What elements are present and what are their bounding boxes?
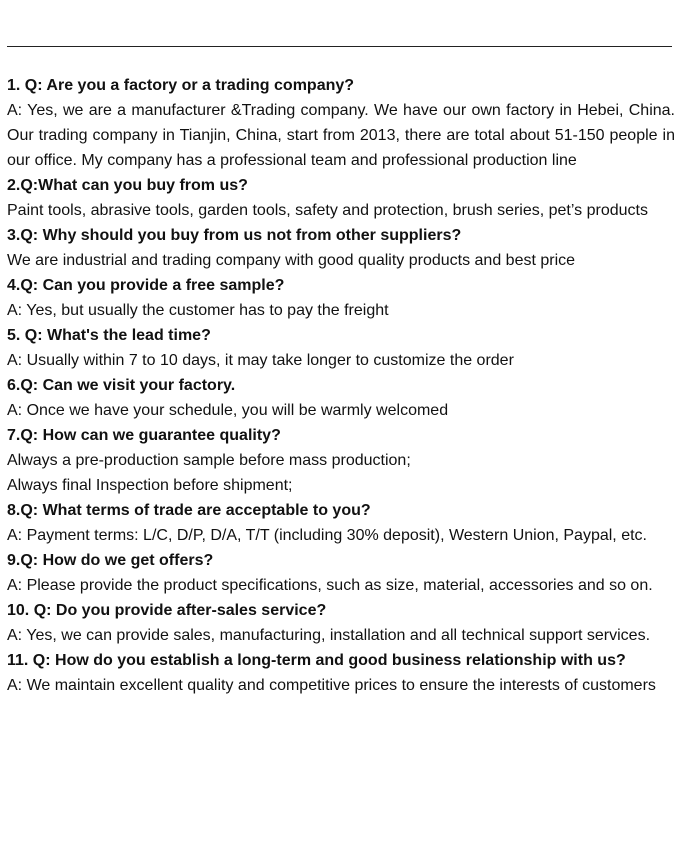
- faq-question-10: 10. Q: Do you provide after-sales service?: [7, 602, 327, 619]
- faq-answer-8: A: Payment terms: L/C, D/P, D/A, T/T (including 30% deposit), Western Union, Paypal, etc.: [7, 527, 647, 544]
- faq-answer-10: A: Yes, we can provide sales, manufacturing, installation and all technical support services.: [7, 627, 651, 644]
- faq-answer-5: A: Usually within 7 to 10 days, it may take longer to customize the order: [7, 352, 514, 369]
- faq-question-6: 6.Q: Can we visit your factory.: [7, 377, 236, 394]
- faq-question-3: 3.Q: Why should you buy from us not from other suppliers?: [7, 227, 462, 244]
- faq-answer-4: A: Yes, but usually the customer has to pay the freight: [7, 302, 389, 319]
- faq-question-11: 11. Q: How do you establish a long-term and good business relationship with us?: [7, 652, 626, 669]
- faq-answer-3: We are industrial and trading company with good quality products and best price: [7, 252, 576, 269]
- faq-answer-11: A: We maintain excellent quality and competitive prices to ensure the interests of customers: [7, 677, 656, 694]
- top-divider: [7, 46, 672, 47]
- faq-question-5: 5. Q: What's the lead time?: [7, 327, 211, 344]
- faq-question-7: 7.Q: How can we guarantee quality?: [7, 427, 281, 444]
- faq-question-4: 4.Q: Can you provide a free sample?: [7, 277, 285, 294]
- faq-answer-6: A: Once we have your schedule, you will be warmly welcomed: [7, 402, 449, 419]
- faq-answer-7-line-2: Always final Inspection before shipment;: [7, 477, 293, 494]
- faq-question-8: 8.Q: What terms of trade are acceptable to you?: [7, 502, 371, 519]
- faq-answer-9: A: Please provide the product specifications, such as size, material, accessories and so on.: [7, 577, 653, 594]
- faq-answer-1: A: Yes, we are a manufacturer &Trading company. We have our own factory in Hebei, China. Our trading company in Tianjin, China, start from 2013, there are total about 51-150 people in our office. My company has a professional team and professional production line: [7, 102, 675, 169]
- faq-answer-7-line-1: Always a pre-production sample before mass production;: [7, 452, 411, 469]
- faq-question-9: 9.Q: How do we get offers?: [7, 552, 214, 569]
- faq-list: [7, 73, 675, 698]
- faq-question-1: 1. Q: Are you a factory or a trading company?: [7, 77, 355, 94]
- faq-question-2: 2.Q:What can you buy from us?: [7, 177, 248, 194]
- faq-answer-2: Paint tools, abrasive tools, garden tools, safety and protection, brush series, pet’s products: [7, 202, 648, 219]
